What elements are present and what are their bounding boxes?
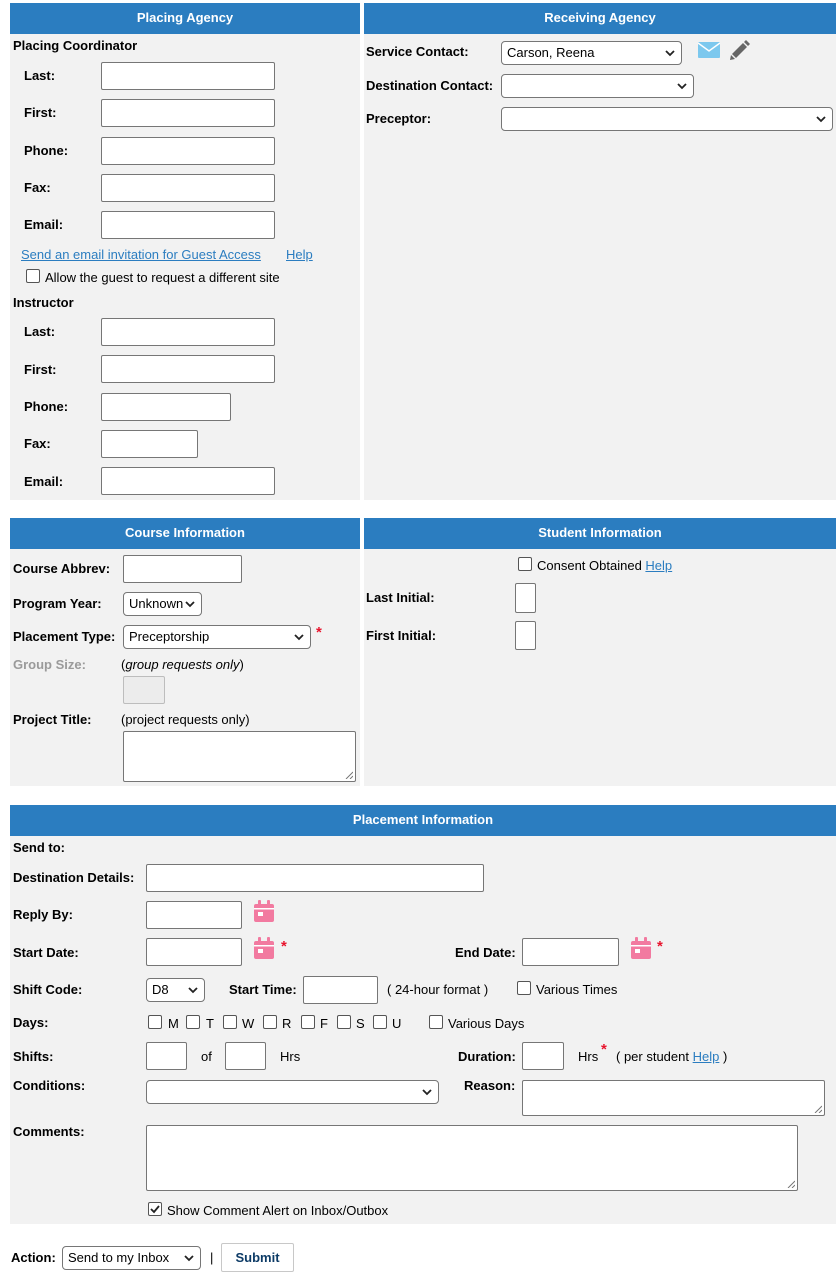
chevron-down-icon: [421, 1081, 433, 1103]
preceptor-label: Preceptor:: [366, 111, 432, 126]
shifts-hrs-label: Hrs: [280, 1049, 301, 1064]
coordinator-email-input[interactable]: [101, 211, 275, 239]
first-initial-label: First Initial:: [366, 628, 437, 643]
various-times-checkbox[interactable]: [517, 981, 531, 995]
last-initial-input[interactable]: [515, 583, 536, 613]
chevron-down-icon: [293, 626, 305, 648]
allow-guest-checkbox[interactable]: [26, 269, 40, 283]
per-student-help-link[interactable]: Help: [692, 1049, 720, 1064]
coordinator-first-label: First:: [24, 105, 57, 120]
checkmark-icon: [149, 1203, 161, 1215]
action-select[interactable]: [62, 1246, 201, 1270]
group-size-input[interactable]: [123, 676, 165, 704]
of-label: of: [201, 1049, 212, 1064]
per-student-note: ( per student Help ): [616, 1049, 728, 1064]
show-comment-alert-checkbox[interactable]: [148, 1202, 162, 1216]
guest-access-help-link[interactable]: Help: [286, 247, 313, 262]
mail-icon[interactable]: [698, 42, 720, 58]
reply-by-input[interactable]: [146, 901, 242, 929]
instructor-title: Instructor: [13, 295, 74, 310]
send-to-label: Send to:: [13, 840, 66, 855]
duration-required-marker: *: [601, 1041, 607, 1058]
placement-type-label: Placement Type:: [13, 629, 116, 644]
day-label-w: W: [242, 1016, 255, 1031]
end-date-input[interactable]: [522, 938, 619, 966]
reason-label: Reason:: [464, 1078, 516, 1093]
start-time-input[interactable]: [303, 976, 378, 1004]
action-label: Action:: [11, 1250, 56, 1265]
show-comment-alert-label: Show Comment Alert on Inbox/Outbox: [167, 1203, 389, 1218]
chevron-down-icon: [815, 108, 827, 130]
project-title-label: Project Title:: [13, 712, 92, 727]
reason-textarea[interactable]: [522, 1080, 825, 1116]
placement-type-value: Preceptorship: [129, 629, 210, 644]
reply-by-label: Reply By:: [13, 907, 73, 922]
chevron-down-icon: [676, 75, 688, 97]
coordinator-first-input[interactable]: [101, 99, 275, 127]
instructor-phone-label: Phone:: [24, 399, 69, 414]
instructor-first-input[interactable]: [101, 355, 275, 383]
guest-access-invite-link[interactable]: Send an email invitation for Guest Access: [21, 247, 261, 262]
chevron-down-icon: [184, 593, 196, 615]
placement-type-required-marker: *: [316, 624, 322, 641]
service-contact-label: Service Contact:: [366, 44, 469, 59]
coordinator-email-label: Email:: [24, 217, 64, 232]
course-abbrev-label: Course Abbrev:: [13, 561, 111, 576]
day-checkbox-s[interactable]: [337, 1015, 351, 1029]
day-label-s: S: [356, 1016, 365, 1031]
comments-textarea[interactable]: [146, 1125, 798, 1191]
various-days-label: Various Days: [448, 1016, 525, 1031]
consent-obtained-label: Consent Obtained Help: [537, 558, 673, 573]
day-checkbox-r[interactable]: [263, 1015, 277, 1029]
placement-info-header: Placement Information: [10, 805, 836, 836]
day-label-m: M: [168, 1016, 179, 1031]
duration-input[interactable]: [522, 1042, 564, 1070]
duration-hrs-label: Hrs: [578, 1049, 599, 1064]
coordinator-last-label: Last:: [24, 68, 56, 83]
end-date-label: End Date:: [455, 945, 516, 960]
destination-contact-label: Destination Contact:: [366, 78, 494, 93]
action-value: Send to my Inbox: [68, 1250, 170, 1265]
day-checkbox-u[interactable]: [373, 1015, 387, 1029]
day-checkbox-f[interactable]: [301, 1015, 315, 1029]
coordinator-last-input[interactable]: [101, 62, 275, 90]
shifts-label: Shifts:: [13, 1049, 54, 1064]
coordinator-phone-input[interactable]: [101, 137, 275, 165]
start-date-input[interactable]: [146, 938, 242, 966]
destination-details-input[interactable]: [146, 864, 484, 892]
coordinator-phone-label: Phone:: [24, 143, 69, 158]
allow-guest-label: Allow the guest to request a different site: [45, 270, 280, 285]
consent-obtained-checkbox[interactable]: [518, 557, 532, 571]
shift-code-value: D8: [152, 982, 169, 997]
shifts-hours-input[interactable]: [225, 1042, 266, 1070]
calendar-icon[interactable]: [254, 900, 274, 922]
start-date-required-marker: *: [281, 938, 287, 955]
end-date-required-marker: *: [657, 938, 663, 955]
group-size-label: Group Size:: [13, 657, 86, 672]
duration-label: Duration:: [458, 1049, 516, 1064]
course-info-header: Course Information: [10, 518, 360, 549]
day-label-t: T: [206, 1016, 214, 1031]
coordinator-fax-input[interactable]: [101, 174, 275, 202]
day-checkbox-t[interactable]: [186, 1015, 200, 1029]
resize-grip-icon[interactable]: [814, 1105, 822, 1113]
project-title-textarea[interactable]: [123, 731, 356, 782]
time-format-note: ( 24-hour format ): [387, 982, 489, 997]
placing-coordinator-title: Placing Coordinator: [13, 38, 138, 53]
group-requests-note: (group requests only): [121, 657, 244, 672]
day-label-f: F: [320, 1016, 328, 1031]
various-times-label: Various Times: [536, 982, 618, 997]
instructor-phone-input[interactable]: [101, 393, 231, 421]
comments-label: Comments:: [13, 1124, 85, 1139]
placing-agency-header: Placing Agency: [10, 3, 360, 34]
shifts-count-input[interactable]: [146, 1042, 187, 1070]
service-contact-value: Carson, Reena: [507, 45, 595, 60]
instructor-email-label: Email:: [24, 474, 64, 489]
conditions-select[interactable]: [146, 1080, 439, 1104]
start-time-label: Start Time:: [229, 982, 297, 997]
chevron-down-icon: [664, 42, 676, 64]
program-year-label: Program Year:: [13, 596, 102, 611]
day-checkbox-m[interactable]: [148, 1015, 162, 1029]
instructor-email-input[interactable]: [101, 467, 275, 495]
day-label-r: R: [282, 1016, 292, 1031]
student-info-header: Student Information: [364, 518, 836, 549]
project-requests-note: (project requests only): [121, 712, 250, 727]
days-label: Days:: [13, 1015, 49, 1030]
preceptor-select[interactable]: [501, 107, 833, 131]
first-initial-input[interactable]: [515, 621, 536, 650]
resize-grip-icon[interactable]: [787, 1180, 795, 1188]
destination-details-label: Destination Details:: [13, 870, 135, 885]
conditions-label: Conditions:: [13, 1078, 86, 1093]
destination-contact-select[interactable]: [501, 74, 694, 98]
service-contact-select[interactable]: [501, 41, 682, 65]
instructor-fax-label: Fax:: [24, 436, 51, 451]
calendar-icon[interactable]: [254, 937, 274, 959]
action-separator: |: [210, 1250, 214, 1265]
resize-grip-icon[interactable]: [345, 771, 353, 779]
chevron-down-icon: [187, 979, 199, 1001]
calendar-icon[interactable]: [631, 937, 651, 959]
program-year-value: Unknown: [129, 596, 184, 611]
coordinator-fax-label: Fax:: [24, 180, 51, 195]
placement-type-select[interactable]: [123, 625, 311, 649]
day-label-u: U: [392, 1016, 402, 1031]
receiving-agency-header: Receiving Agency: [364, 3, 836, 34]
instructor-first-label: First:: [24, 362, 57, 377]
various-days-checkbox[interactable]: [429, 1015, 443, 1029]
consent-help-link[interactable]: Help: [645, 558, 673, 573]
shift-code-select[interactable]: [146, 978, 205, 1002]
program-year-select[interactable]: [123, 592, 202, 616]
instructor-last-label: Last:: [24, 324, 56, 339]
pencil-icon[interactable]: [729, 39, 751, 61]
days-checkbox-group: [148, 1014, 418, 1032]
instructor-fax-input[interactable]: [101, 430, 198, 458]
day-checkbox-w[interactable]: [223, 1015, 237, 1029]
course-abbrev-input[interactable]: [123, 555, 242, 583]
start-date-label: Start Date:: [13, 945, 79, 960]
last-initial-label: Last Initial:: [366, 590, 435, 605]
submit-button[interactable]: Submit: [221, 1243, 294, 1272]
chevron-down-icon: [183, 1247, 195, 1269]
instructor-last-input[interactable]: [101, 318, 275, 346]
shift-code-label: Shift Code:: [13, 982, 83, 997]
